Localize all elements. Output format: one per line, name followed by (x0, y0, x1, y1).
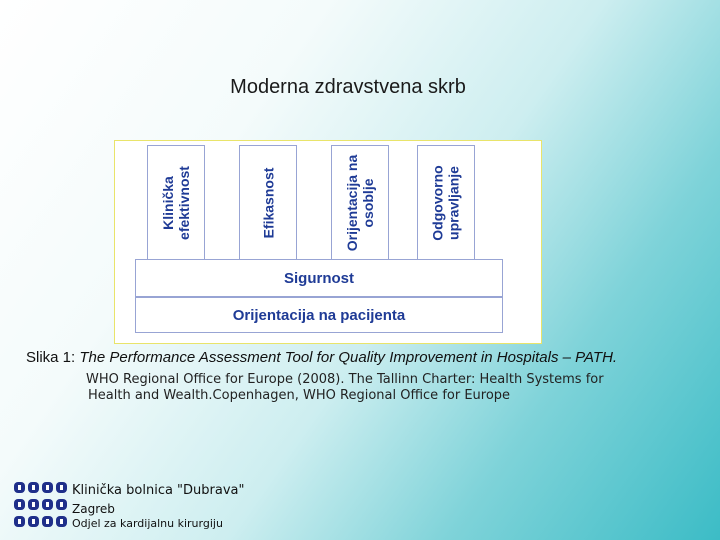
source-line-1: WHO Regional Office for Europe (2008). The Tallinn Charter: Health Systems for (86, 372, 604, 387)
department-name: Odjel za kardijalnu kirurgiju (72, 517, 223, 530)
hospital-name: Klinička bolnica "Dubrava" (72, 483, 245, 498)
slide-title: Moderna zdravstvena skrb (230, 76, 466, 98)
pillar-label: Klinička efektivnost (160, 166, 193, 240)
pillar-efficiency (239, 145, 297, 261)
pillar-staff-orientation (331, 145, 389, 261)
path-diagram (114, 140, 542, 344)
safety-bar: Sigurnost (135, 259, 503, 297)
source-line-2: Health and Wealth.Copenhagen, WHO Regional Office for Europe (88, 388, 511, 403)
figure-caption (26, 349, 617, 366)
pillar-responsive-governance (417, 145, 475, 261)
patient-orientation-bar: Orijentacija na pacijenta (135, 297, 503, 333)
pillar-label: Odgovorno upravljanje (430, 165, 462, 241)
hospital-logo-icon (14, 482, 68, 530)
pillar-clinical-effectiveness (147, 145, 205, 261)
pillar-label: Orijentacija na osoblje (344, 154, 377, 252)
caption-title: The Performance Assessment Tool for Quality Improvement in Hospitals – PATH. (79, 349, 618, 366)
figure-source (86, 372, 686, 404)
hospital-city: Zagreb (72, 502, 115, 516)
pillar-label: Efikasnost (260, 167, 276, 239)
caption-prefix: Slika 1: (26, 349, 80, 366)
